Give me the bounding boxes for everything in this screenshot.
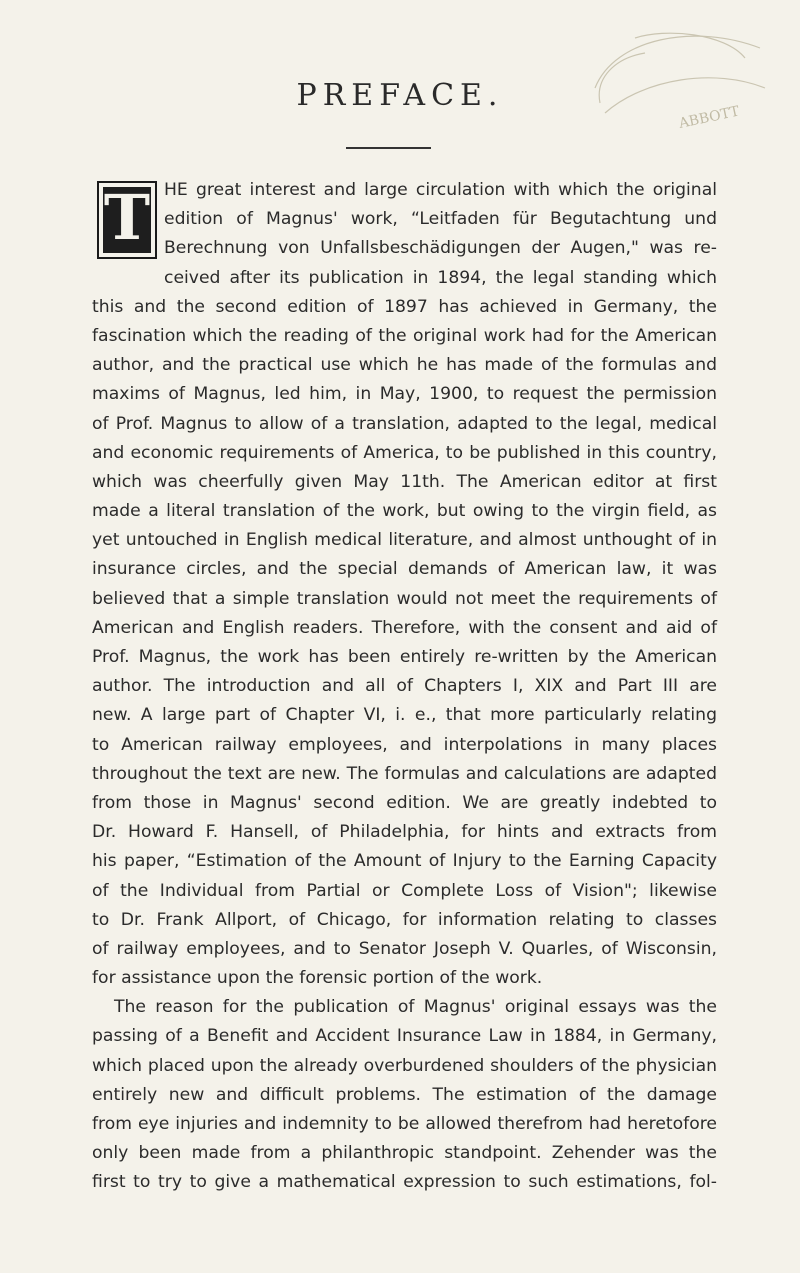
text-line: and economic requirements of America, to be published in this country, bbox=[92, 442, 717, 463]
text-line: his paper, “Estimation of the Amount of Injury to the Earning Capacity bbox=[92, 851, 717, 872]
text-line: from those in Magnus' second edition. We are greatly indebted to bbox=[92, 792, 717, 813]
title-rule bbox=[346, 147, 431, 149]
text-line: Dr. Howard F. Hansell, of Philadelphia, for hints and extracts from bbox=[92, 822, 717, 843]
text-line: insurance circles, and the special demands of American law, it was bbox=[92, 559, 717, 580]
text-line: Berechnung von Unfallsbeschädigungen der Augen," was re- bbox=[164, 238, 717, 259]
text-line: entirely new and difficult problems. The estimation of the damage bbox=[92, 1084, 717, 1105]
paragraph-1-opening bbox=[164, 176, 717, 293]
text-line: passing of a Benefit and Accident Insurance Law in 1884, in Germany, bbox=[92, 1026, 717, 1047]
text-line: for assistance upon the forensic portion of the work. bbox=[92, 968, 543, 989]
text-line: maxims of Magnus, led him, in May, 1900, to request the permission bbox=[92, 384, 717, 405]
text-line: author, and the practical use which he has made of the formulas and bbox=[92, 355, 717, 376]
text-line: of Prof. Magnus to allow of a translation, adapted to the legal, medical bbox=[92, 413, 717, 434]
text-line: ceived after its publication in 1894, the legal standing which bbox=[164, 267, 717, 288]
text-line: of the Individual from Partial or Complete Loss of Vision"; likewise bbox=[92, 880, 717, 901]
text-line: yet untouched in English medical literature, and almost unthought of in bbox=[92, 530, 717, 551]
page-title: PREFACE. bbox=[296, 78, 504, 113]
paragraph-1-body bbox=[92, 293, 717, 1198]
text-line: author. The introduction and all of Chapters I, XIX and Part III are bbox=[92, 676, 717, 697]
text-line: throughout the text are new. The formulas and calculations are adapted bbox=[92, 763, 717, 784]
text-line: HE great interest and large circulation with which the original bbox=[164, 180, 717, 200]
text-line: edition of Magnus' work, “Leitfaden für Begutachtung und bbox=[164, 209, 717, 230]
text-line: made a literal translation of the work, but owing to the virgin field, as bbox=[92, 501, 717, 522]
text-line: believed that a simple translation would not meet the requirements of bbox=[92, 588, 717, 609]
text-line: Prof. Magnus, the work has been entirely re-written by the American bbox=[92, 647, 717, 668]
text-line: to American railway employees, and interpolations in many places bbox=[92, 734, 717, 755]
text-line: which was cheerfully given May 11th. The American editor at first bbox=[92, 471, 717, 492]
text-line: fascination which the reading of the original work had for the American bbox=[92, 325, 717, 346]
text-line: first to try to give a mathematical expression to such estimations, fol- bbox=[92, 1172, 717, 1193]
drop-cap bbox=[97, 181, 157, 259]
text-line: new. A large part of Chapter VI, i. e., that more particularly relating bbox=[92, 705, 717, 726]
stamp-text: ABBOTT bbox=[677, 103, 741, 132]
text-line: American and English readers. Therefore, with the consent and aid of bbox=[92, 617, 717, 638]
text-line: from eye injuries and indemnity to be allowed therefrom had heretofore bbox=[92, 1114, 717, 1135]
drop-cap-letter: T bbox=[103, 181, 151, 254]
text-line: only been made from a philanthropic standpoint. Zehender was the bbox=[92, 1143, 717, 1164]
text-line: which placed upon the already overburdened shoulders of the physician bbox=[92, 1055, 717, 1076]
text-line: of railway employees, and to Senator Joseph V. Quarles, of Wisconsin, bbox=[92, 938, 717, 959]
text-line: The reason for the publication of Magnus' original essays was the bbox=[114, 997, 717, 1018]
text-line: to Dr. Frank Allport, of Chicago, for information relating to classes bbox=[92, 909, 717, 930]
text-line: this and the second edition of 1897 has achieved in Germany, the bbox=[92, 296, 717, 317]
